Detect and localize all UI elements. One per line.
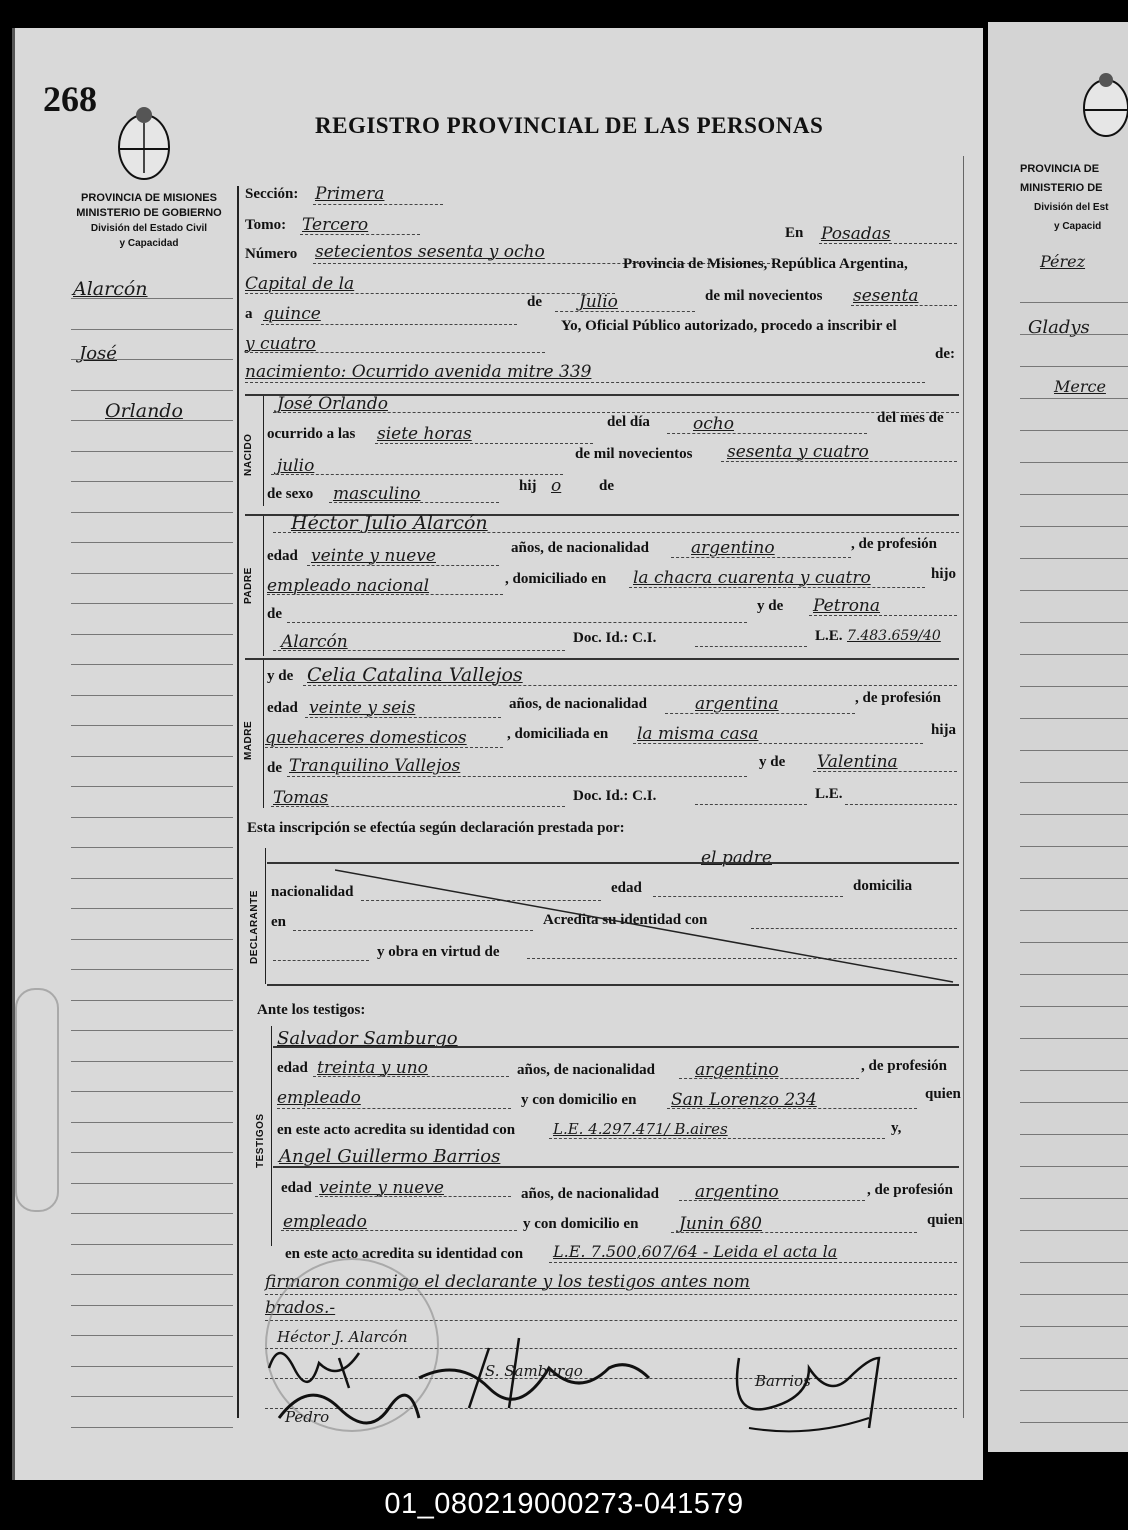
ruled-line: [71, 1244, 233, 1245]
ruled-line: [71, 1152, 233, 1153]
ruled-line: [1020, 526, 1128, 527]
ruled-line: [1020, 878, 1128, 879]
ruled-line: [71, 1061, 233, 1062]
anio2-value: y cuatro: [245, 334, 316, 354]
ruled-line: [71, 1427, 233, 1428]
padre-madre: Petrona: [813, 596, 881, 616]
ruled-line: [71, 359, 233, 360]
ruled-line: [71, 1335, 233, 1336]
acta-cierre-2: brados.-: [265, 1298, 336, 1318]
ruled-line: [71, 420, 233, 421]
ruled-line: [71, 908, 233, 909]
madre-edad: veinte y seis: [309, 698, 416, 718]
left-header: PROVINCIA DE MISIONES MINISTERIO DE GOBIERNO División del Estado Civil y Capacidad: [76, 192, 222, 249]
nacido-sexo: masculino: [333, 484, 421, 504]
ruled-line: [1020, 462, 1128, 463]
padre-nombre: Héctor Julio Alarcón: [291, 512, 488, 534]
margin-first-name: José: [79, 343, 117, 364]
ruled-line: [71, 1030, 233, 1031]
ruled-line: [1020, 686, 1128, 687]
madre-domicilio: la misma casa: [637, 724, 759, 744]
ruled-line: [71, 878, 233, 879]
ruled-line: [1020, 1326, 1128, 1327]
ruled-line: [1020, 1390, 1128, 1391]
nacido-dia: ocho: [693, 414, 734, 434]
ruled-line: [71, 542, 233, 543]
dia-value: quince: [263, 304, 321, 324]
page-number: 268: [43, 79, 97, 119]
section-madre: MADRE: [243, 720, 254, 760]
padre-profesion: empleado nacional: [267, 576, 430, 596]
ruled-line: [71, 603, 233, 604]
ruled-line: [71, 756, 233, 757]
ruled-line: [71, 1122, 233, 1123]
ruled-line: [71, 1000, 233, 1001]
ruled-line: [1020, 1102, 1128, 1103]
ruled-line: [1020, 1422, 1128, 1423]
ruled-line: [1020, 1358, 1128, 1359]
padre-nacionalidad: argentino: [691, 538, 775, 558]
acta-cierre-1: firmaron conmigo el declarante y los testigos antes nom: [265, 1272, 751, 1292]
coat-of-arms-icon: [1076, 70, 1128, 140]
right-margin-surname: Pérez: [1040, 252, 1086, 271]
nacido-nombre: José Orlando: [277, 394, 388, 414]
ruled-line: [71, 817, 233, 818]
page-title: REGISTRO PROVINCIAL DE LAS PERSONAS: [315, 113, 824, 138]
ruled-line: [71, 481, 233, 482]
ruled-line: [1020, 398, 1128, 399]
file-caption: 01_080219000273-041579: [384, 1488, 744, 1520]
padre-apellido: Alarcón: [281, 632, 348, 652]
testigo2-edad: veinte y nueve: [319, 1178, 444, 1198]
ruled-line: [1020, 750, 1128, 751]
tomo-value: Tercero: [302, 215, 369, 235]
anio1-value: sesenta: [853, 286, 919, 306]
side-stamp: [15, 988, 59, 1212]
en-value: Posadas: [821, 224, 891, 244]
signature-barrios: Barrios: [755, 1372, 811, 1390]
mes-value: Julio: [579, 292, 618, 312]
padre-domicilio: la chacra cuarenta y cuatro: [633, 568, 871, 588]
ruled-line: [1020, 1198, 1128, 1199]
coat-of-arms-icon: [113, 103, 175, 183]
ruled-line: [1020, 654, 1128, 655]
testigo1-domicilio: San Lorenzo 234: [671, 1090, 817, 1110]
declarante-quien: el padre: [701, 848, 772, 868]
ruled-line: [1020, 1166, 1128, 1167]
testigo1-nombre: Salvador Samburgo: [277, 1028, 458, 1049]
ruled-line: [1020, 782, 1128, 783]
cancel-diagonal-line: [335, 868, 955, 986]
ruled-line: [71, 1274, 233, 1275]
ruled-line: [1020, 974, 1128, 975]
section-testigos: TESTIGOS: [255, 1113, 266, 1168]
madre-apellido: Tomas: [273, 788, 329, 808]
ruled-line: [1020, 430, 1128, 431]
ruled-line: [1020, 494, 1128, 495]
ruled-line: [71, 1396, 233, 1397]
ruled-line: [1020, 1134, 1128, 1135]
madre-madre-de: Valentina: [817, 752, 898, 772]
madre-padre-de: Tranquilino Vallejos: [289, 756, 461, 776]
right-margin-name2: Merce: [1054, 377, 1106, 396]
seccion-value: Primera: [315, 184, 385, 204]
madre-nacionalidad: argentina: [695, 694, 779, 714]
ruled-line: [71, 1366, 233, 1367]
section-declarante: DECLARANTE: [249, 890, 260, 964]
testigo2-nombre: Angel Guillermo Barrios: [279, 1146, 501, 1167]
ruled-line: [1020, 1070, 1128, 1071]
ruled-line: [71, 573, 233, 574]
ruled-line: [1020, 846, 1128, 847]
testigos-label: Ante los testigos:: [257, 1002, 366, 1018]
signature-padre: Héctor J. Alarcón: [277, 1328, 408, 1346]
section-padre: PADRE: [243, 567, 254, 604]
section-nacido: NACIDO: [243, 433, 254, 476]
ruled-line: [1020, 558, 1128, 559]
adjacent-page: [988, 22, 1128, 1452]
ruled-line: [71, 512, 233, 513]
ruled-line: [71, 786, 233, 787]
ruled-line: [71, 725, 233, 726]
ruled-line: [1020, 814, 1128, 815]
testigo1-nacionalidad: argentino: [695, 1060, 779, 1080]
ruled-line: [1020, 302, 1128, 303]
nacido-anio: sesenta y cuatro: [727, 442, 869, 462]
testigo2-nacionalidad: argentino: [695, 1182, 779, 1202]
testigo1-profesion: empleado: [277, 1088, 361, 1108]
testigo1-edad: treinta y uno: [317, 1058, 428, 1078]
right-header: PROVINCIA DE MINISTERIO DE División del Est y Capacid: [1020, 163, 1109, 232]
ruled-line: [71, 451, 233, 452]
ruled-line: [1020, 622, 1128, 623]
ruled-line: [71, 1305, 233, 1306]
madre-nombre: Celia Catalina Vallejos: [307, 664, 523, 686]
ruled-line: [1020, 590, 1128, 591]
testigo2-identidad: L.E. 7.500,607/64 - Leida el acta la: [553, 1242, 838, 1261]
testigo2-profesion: empleado: [283, 1212, 367, 1232]
margin-second-name: Orlando: [105, 400, 183, 422]
ruled-line: [1020, 1038, 1128, 1039]
ruled-line: [71, 847, 233, 848]
ruled-line: [1020, 910, 1128, 911]
ruled-line: [1020, 718, 1128, 719]
ruled-line: [71, 298, 233, 299]
padre-le: 7.483.659/40: [847, 628, 941, 644]
register-page: 268 REGISTRO PROVINCIAL DE LAS PERSONAS PROVINCIA DE MISIONES MINISTERIO DE GOBIERNO División del Estado Civil y Capacidad Alarcón José Orlando Sección: Primera Tomo: Tercero Número setecientos sesenta y ocho En Posadas Capital de la Provincia de Misiones, República Argentina, a quince de Julio de mil novecientos sesenta y cuatro Yo, Oficial Público autorizado, procedo a inscribir el nacimiento: Ocurrido avenida mitre 339 de: NACIDO José Orlando ocurrido a las siete horas del día ocho del mes de julio de mil novecientos sesenta y cuatro de sexo masculino hij o de PADRE Héctor Julio Alarcón edad veinte y nueve años, de nacionalidad argentino , de profesión empleado nacional , domiciliado en la chacra cuarenta y cuatro hijo de y de Petrona Alarcón Doc. Id.: C.I. L.E. 7.483.659/40 MADRE y de Celia Catalina Vallejos edad veinte y seis años, de nacionalidad argentina , de profesión quehaceres domesticos , domiciliada en la misma casa hija de Tranquilino Vallejos y de Valentina Tomas Doc. Id.: C.I. L.E. Esta inscripción se efectúa según declaración prestada por: DECLARANTE el padre nacionalidad edad domicilia en Acredita su identidad con y obra en virtud de Ante los testigos: TESTIGOS Salvador Samburgo edad treinta y uno años, de nacionalidad argentino , de profesión empleado y con domicilio en San Lorenzo 234 quien en este acto acredita su identidad con L.E. 4.297.471/ B.aires y, Angel Guillermo Barrios edad veinte y nueve años, de nacionalidad argentino , de profesión empleado y con domicilio en Junin 680 quien en este acto acredita su identidad con L.E. 7.500,607/64 - Leida el acta la firmaron conmigo el declarante y los testigos antes nom brados.- Héctor J. Alarcón Pedro S. Samburgo Barrios: [12, 28, 983, 1480]
ruled-line: [71, 939, 233, 940]
declaracion-label: Esta inscripción se efectúa según declaración prestada por:: [247, 820, 625, 836]
right-margin-name: Gladys: [1028, 317, 1090, 338]
ruled-line: [1020, 942, 1128, 943]
ruled-line: [1020, 366, 1128, 367]
capital-value: Capital de la: [245, 274, 355, 294]
ruled-line: [71, 969, 233, 970]
ruled-line: [1020, 334, 1128, 335]
acto-value: nacimiento: Ocurrido avenida mitre 339: [245, 362, 592, 382]
ruled-line: [1020, 1262, 1128, 1263]
ruled-line: [1020, 1006, 1128, 1007]
margin-surname: Alarcón: [73, 278, 148, 300]
numero-value: setecientos sesenta y ocho: [315, 242, 545, 262]
nacido-hora: siete horas: [377, 424, 472, 444]
signature-pedro: Pedro: [285, 1408, 330, 1426]
signature-samburgo: S. Samburgo: [485, 1362, 583, 1380]
nacido-mes: julio: [277, 456, 315, 476]
ruled-line: [71, 695, 233, 696]
ruled-line: [71, 1213, 233, 1214]
ruled-line: [71, 634, 233, 635]
ruled-line: [71, 1091, 233, 1092]
ruled-line: [1020, 1230, 1128, 1231]
padre-edad: veinte y nueve: [311, 546, 436, 566]
nacido-hij-suffix: o: [551, 476, 562, 496]
ruled-line: [71, 390, 233, 391]
ruled-line: [71, 664, 233, 665]
ruled-line: [71, 329, 233, 330]
testigo2-domicilio: Junin 680: [679, 1214, 762, 1234]
testigo1-identidad: L.E. 4.297.471/ B.aires: [553, 1120, 728, 1138]
ruled-line: [1020, 1294, 1128, 1295]
ruled-line: [71, 1183, 233, 1184]
madre-profesion: quehaceres domesticos: [265, 728, 467, 748]
